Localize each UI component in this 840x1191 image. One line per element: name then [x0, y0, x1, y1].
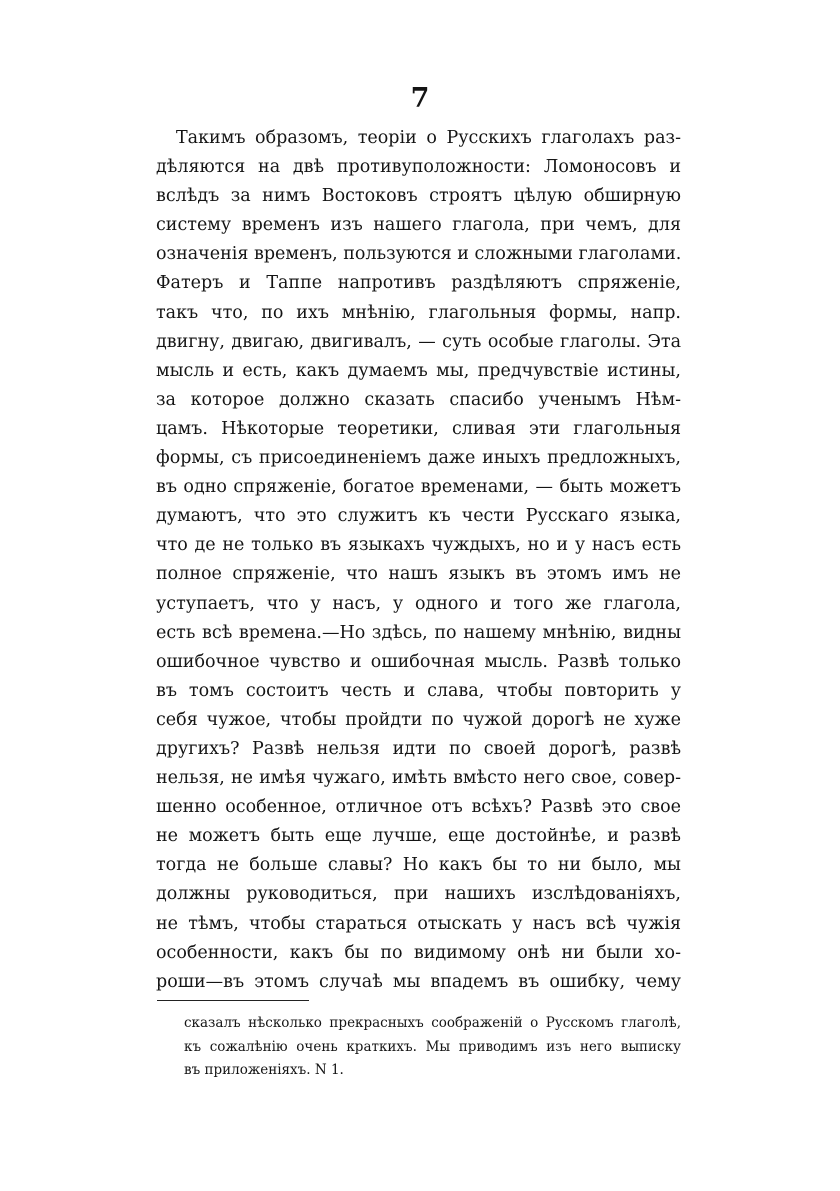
text-line: Такимъ образомъ, теоріи о Русскихъ глаголахъ раз- — [176, 128, 681, 148]
text-line: не можетъ быть еще лучше, еще достойнѣе, и развѣ — [156, 826, 681, 847]
text-line: тогда не больше славы? Но какъ бы то ни было, мы — [156, 855, 681, 876]
text-line: думаютъ, что это служитъ къ чести Русскаго языка, — [156, 506, 681, 527]
text-line: систему временъ изъ нашего глагола, при чемъ, для — [156, 215, 681, 236]
text-line: въ одно спряженіе, богатое временами, — быть можетъ — [156, 477, 681, 498]
text-line: означенія временъ, пользуются и сложными глаголами. — [156, 244, 681, 265]
text-line: не тѣмъ, чтобы стараться отыскать у насъ всѣ чужія — [156, 913, 681, 934]
text-line: ошибочное чувство и ошибочная мысль. Развѣ только — [156, 651, 681, 672]
footnote-line: къ сожалѣнію очень краткихъ. Мы приводимъ изъ него выписку — [184, 1038, 681, 1055]
text-line: полное спряженіе, что нашъ языкъ въ этомъ имъ не — [156, 564, 681, 585]
text-line: себя чужое, чтобы пройдти по чужой дорогѣ не хуже — [156, 709, 681, 730]
text-line: Фатеръ и Таппе напротивъ раздѣляютъ спряженіе, — [156, 273, 681, 294]
footnote-line: въ приложеніяхъ. N 1. — [184, 1062, 344, 1079]
text-line: нельзя, не имѣя чужаго, имѣть вмѣсто него свое, совер- — [156, 768, 681, 789]
text-line: должны руководиться, при нашихъ изслѣдованіяхъ, — [156, 884, 681, 905]
body-text — [156, 124, 681, 997]
text-line: шенно особенное, отличное отъ всѣхъ? Развѣ это свое — [156, 797, 681, 818]
footnote — [184, 1012, 681, 1083]
text-line: есть всѣ времена.—Но здѣсь, по нашему мнѣнію, видны — [156, 622, 681, 643]
text-line: цамъ. Нѣкоторые теоретики, сливая эти глагольныя — [156, 418, 681, 439]
text-line: въ томъ состоитъ честь и слава, чтобы повторить у — [156, 680, 681, 701]
text-line: двигну, двигаю, двигивалъ, — суть особые глаголы. Эта — [156, 331, 681, 352]
text-line: вслѣдъ за нимъ Востоковъ строятъ цѣлую обширную — [156, 186, 681, 207]
text-line: роши—въ этомъ случаѣ мы впадемъ въ ошибку, чему — [156, 971, 681, 992]
page-number: 7 — [410, 83, 430, 114]
text-line: за которое должно сказать спасибо ученымъ Нѣм- — [156, 389, 681, 410]
text-line: особенности, какъ бы по видимому онѣ ни были хо- — [156, 942, 681, 963]
text-line: уступаетъ, что у насъ, у одного и того же глагола, — [156, 593, 681, 614]
text-line: формы, съ присоединеніемъ даже иныхъ предложныхъ, — [156, 448, 681, 469]
text-line: что де не только въ языкахъ чуждыхъ, но и у насъ есть — [156, 535, 681, 556]
text-line: такъ что, по ихъ мнѣнію, глагольныя формы, напр. — [156, 302, 681, 323]
text-line: мысль и есть, какъ думаемъ мы, предчувствіе истины, — [156, 360, 681, 381]
footnote-line: сказалъ нѣсколько прекрасныхъ соображеній о Русскомъ глаголѣ, — [184, 1015, 681, 1031]
footnote-divider — [157, 1000, 309, 1001]
text-line: другихъ? Развѣ нельзя идти по своей дорогѣ, развѣ — [156, 738, 681, 759]
text-line: дѣляются на двѣ противуположности: Ломоносовъ и — [156, 157, 681, 178]
